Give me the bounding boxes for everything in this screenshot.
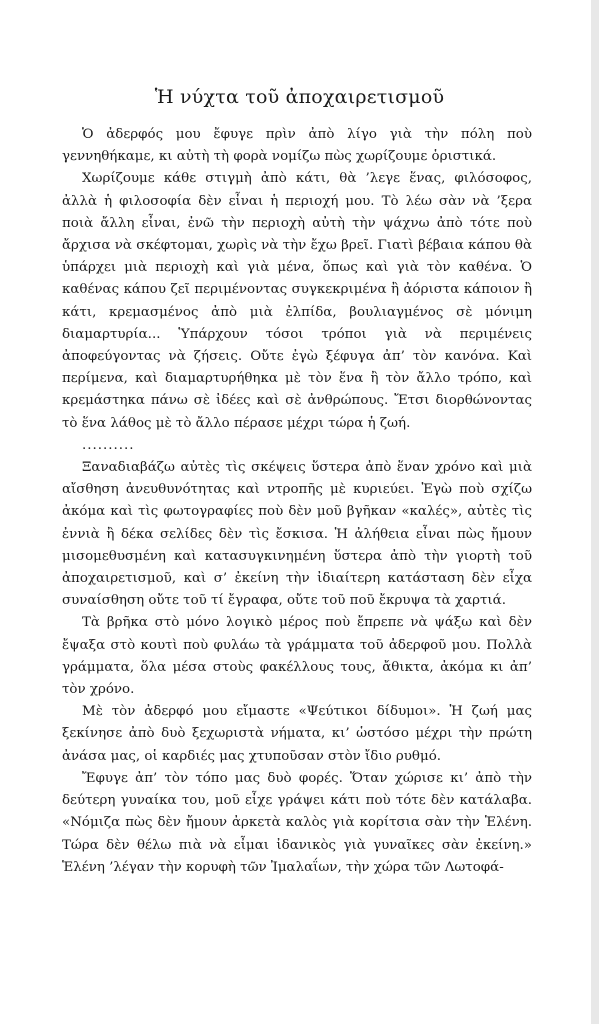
- paragraph: Ὁ ἀδερφός μου ἔφυγε πρὶν ἀπὸ λίγο γιὰ τὴν πόλη ποὺ γεννηθήκαμε, κι αὐτὴ τὴ φορὰ νομίζω πὼς χωρίζουμε ὁριστικά.: [62, 127, 532, 165]
- paragraph: Ξαναδιαβάζω αὐτὲς τὶς σκέψεις ὕστερα ἀπὸ ἕναν χρόνο καὶ μιὰ αἴσθηση ἀνευθυνότητας καὶ ντροπῆς μὲ κυριεύει. Ἐγὼ ποὺ σχίζω ἀκόμα καὶ τὶς φωτογραφίες ποὺ δὲν μοῦ βγῆκαν «καλές», αὐτὲς τὶς ἐννιὰ ἢ δέκα σελίδες δὲν τὶς ἔσκισα. Ἡ ἀλήθεια εἶναι πὼς ἤμουν μισομεθυσμένη καὶ κατασυγκινημένη ὕστερα ἀπὸ τὴν γιορτὴ τοῦ ἀποχαιρετισμοῦ, καὶ σ’ ἐκείνη τὴν ἰδιαίτερη κατάσταση δὲν εἶχα συναίσθηση οὔτε τοῦ τί ἔγραφα, οὔτε τοῦ ποῦ ἔκρυψα τὰ χαρτιά.: [62, 460, 532, 609]
- body-text: [62, 124, 532, 879]
- chapter-title: Ἡ νύχτα τοῦ ἀποχαιρετισμοῦ: [154, 86, 445, 108]
- paragraph: Χωρίζουμε κάθε στιγμὴ ἀπὸ κάτι, θὰ ’λεγε ἕνας, φιλόσοφος, ἀλλὰ ἡ φιλοσοφία δὲν εἶναι ἡ περιοχή μου. Τὸ λέω σὰν νὰ ’ξερα ποιὰ ἄλλη εἶναι, ἐνῶ τὴν περιοχὴ αὐτὴ τὴν ψάχνω ἀπὸ τότε ποὺ ἄρχισα νὰ σκέφτομαι, χωρὶς νὰ τὴν ἔχω βρεῖ. Γιατὶ βέβαια κάπου θὰ ὑπάρχει μιὰ περιοχὴ καὶ γιὰ μένα, ὅπως καὶ γιὰ τὸν καθένα. Ὁ καθένας κάπου ζεῖ περιμένοντας συγκεκριμένα ἢ ἀόριστα κάποιον ἢ κάτι, κρεμασμένος ἀπὸ μιὰ ἐλπίδα, βουλιαγμένος σὲ μόνιμη διαμαρτυρία... Ὑπάρχουν τόσοι τρόποι γιὰ νὰ περιμένεις ἀποφεύγοντας νὰ ζήσεις. Οὔτε ἐγὼ ξέφυγα ἀπ’ τὸν κανόνα. Καὶ περίμενα, καὶ διαμαρτυρήθηκα μὲ τὸν ἕνα ἢ τὸν ἄλλο τρόπο, καὶ κρεμάστηκα πάνω σὲ ἰδέες καὶ σὲ ἀνθρώπους. Ἔτσι διορθώνοντας τὸ ἕνα λάθος μὲ τὸ ἄλλο πέρασε μέχρι τώρα ἡ ζωή.: [62, 171, 532, 431]
- page-edge: [591, 0, 599, 1024]
- paragraph: Ἔφυγε ἀπ’ τὸν τόπο μας δυὸ φορές. Ὅταν χώρισε κι’ ἀπὸ τὴν δεύτερη γυναίκα του, μοῦ εἶχε γράψει κάτι ποὺ τότε δὲν κατάλαβα. «Νόμιζα πὼς δὲν ἤμουν ἀρκετὰ καλὸς γιὰ κορίτσια σὰν τὴν Ἑλένη. Τώρα δὲν θέλω πιὰ νὰ εἶμαι ἰδανικὸς γιὰ γυναῖκες σὰν ἐκείνη.» Ἑλένη ’λέγαν τὴν κορυφὴ τῶν Ἰμαλαΐων, τὴν χώρα τῶν Λωτοφά-: [62, 770, 532, 875]
- paragraph: Μὲ τὸν ἀδερφό μου εἴμαστε «Ψεύτικοι δίδυμοι». Ἡ ζωή μας ξεκίνησε ἀπὸ δυὸ ξεχωριστὰ νήματα, κι’ ὡστόσο μέχρι τὴν πρώτη ἀνάσα μας, οἱ καρδιές μας χτυποῦσαν στὸν ἴδιο ρυθμό.: [62, 704, 532, 764]
- paragraph: Τὰ βρῆκα στὸ μόνο λογικὸ μέρος ποὺ ἔπρεπε νὰ ψάξω καὶ δὲν ἔψαξα στὸ κουτὶ ποὺ φυλάω τὰ γράμματα τοῦ ἀδερφοῦ μου. Πολλὰ γράμματα, ὅλα μέσα στοὺς φακέλλους τους, ἄθικτα, ἀκόμα κι ἀπ’ τὸν χρόνο.: [62, 615, 532, 698]
- section-separator: ..........: [82, 437, 135, 453]
